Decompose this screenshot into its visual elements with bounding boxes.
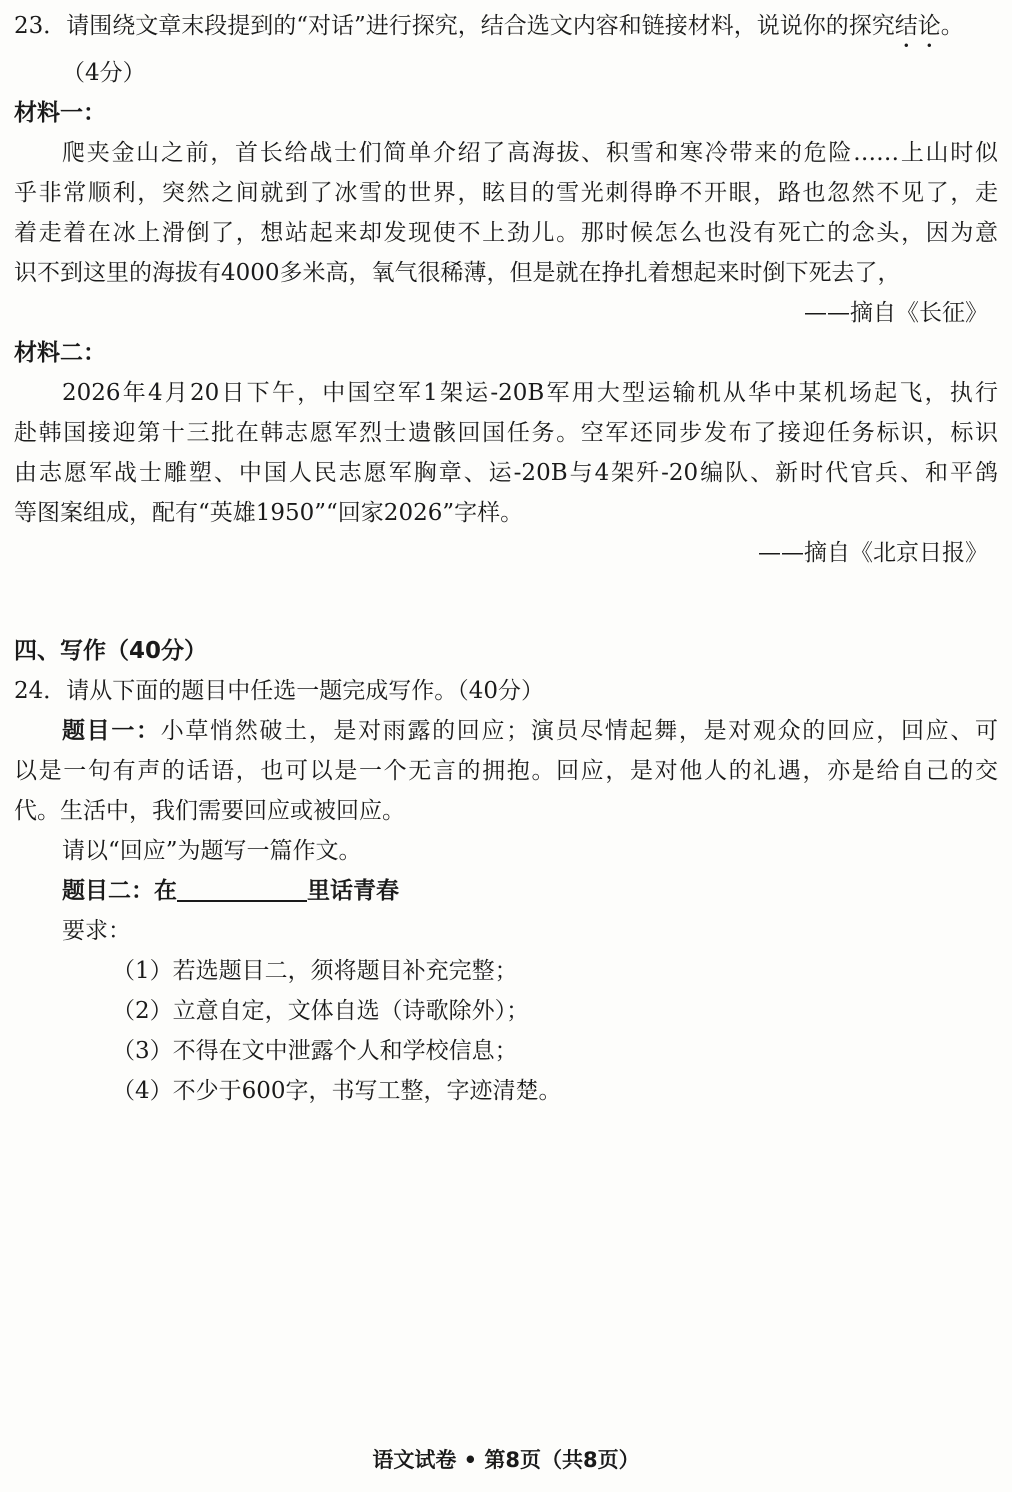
topic-1-prompt: 请以“回应”为题写一篇作文。 (62, 838, 362, 864)
material-2-line: 由志愿军战士雕塑、中国人民志愿军胸章、运-20B与4架歼-20编队、新时代官兵、和平鸽 (14, 460, 998, 486)
material-2-line: 2026年4月20日下午，中国空军1架运-20B军用大型运输机从华中某机场起飞，执行 (62, 380, 998, 406)
fill-in-blank (177, 874, 307, 902)
material-1-line: 爬夹金山之前，首长给战士们简单介绍了高海拔、积雪和寒冷带来的危险……上山时似 (62, 140, 998, 166)
topic-1-text: 小草悄然破土，是对雨露的回应；演员尽情起舞，是对观众的回应，回应、可 (160, 718, 999, 744)
question-23-end: 。 (940, 13, 964, 39)
material-1-source: ——摘自《长征》 (804, 300, 988, 326)
topic-1-line: 代。生活中，我们需要回应或被回应。 (14, 798, 405, 824)
material-2-title: 材料二： (14, 340, 106, 366)
material-1-line: 乎非常顺利，突然之间就到了冰雪的世界，眩目的雪光刺得睁不开眼，路也忽然不见了，走 (14, 180, 998, 206)
topic-2-label: 题目二：在 (62, 878, 177, 904)
requirement-item: （4）不少于600字，书写工整，字迹清楚。 (112, 1078, 562, 1104)
section-4-heading: 四、写作（40分） (14, 638, 208, 664)
topic-1-line: 以是一句有声的话语，也可以是一个无言的拥抱。回应，是对他人的礼遇，亦是给自己的交 (14, 758, 998, 784)
emphasized-term: 结论 (894, 13, 941, 39)
material-2-source: ——摘自《北京日报》 (758, 540, 988, 566)
question-23-stem (14, 6, 998, 53)
topic-1-line (14, 711, 998, 751)
material-2-line: 等图案组成，配有“英雄1950”“回家2026”字样。 (14, 500, 524, 526)
requirement-item: （3）不得在文中泄露个人和学校信息； (112, 1038, 518, 1064)
spacer (14, 573, 998, 631)
requirement-item: （2）立意自定，文体自选（诗歌除外）； (112, 998, 530, 1024)
question-23-score: （4分） (62, 60, 146, 86)
page-footer: 语文试卷 • 第8页（共8页） (372, 1448, 640, 1472)
requirement-item: （1）若选题目二，须将题目补充完整； (112, 958, 518, 984)
topic-2-line (14, 871, 998, 911)
material-2-line: 赴韩国接迎第十三批在韩志愿军烈士遗骸回国任务。空军还同步发布了接迎任务标识，标识 (14, 420, 998, 446)
material-1-line: 识不到这里的海拔有4000多米高，氧气很稀薄，但是就在挣扎着想起来时倒下死去了， (14, 260, 901, 286)
exam-page (14, 0, 998, 1111)
question-24-stem: 24．请从下面的题目中任选一题完成写作。（40分） (14, 678, 545, 704)
material-1-line: 着走着在冰上滑倒了，想站起来却发现使不上劲儿。那时候怎么也没有死亡的念头，因为意 (14, 220, 998, 246)
requirements-label: 要求： (62, 918, 131, 944)
topic-2-tail: 里话青春 (307, 878, 399, 904)
topic-1-label: 题目一： (62, 718, 161, 744)
question-23-text: 23．请围绕文章末段提到的“对话”进行探究，结合选文内容和链接材料，说说你的探究 (14, 13, 895, 39)
material-1-title: 材料一： (14, 100, 106, 126)
